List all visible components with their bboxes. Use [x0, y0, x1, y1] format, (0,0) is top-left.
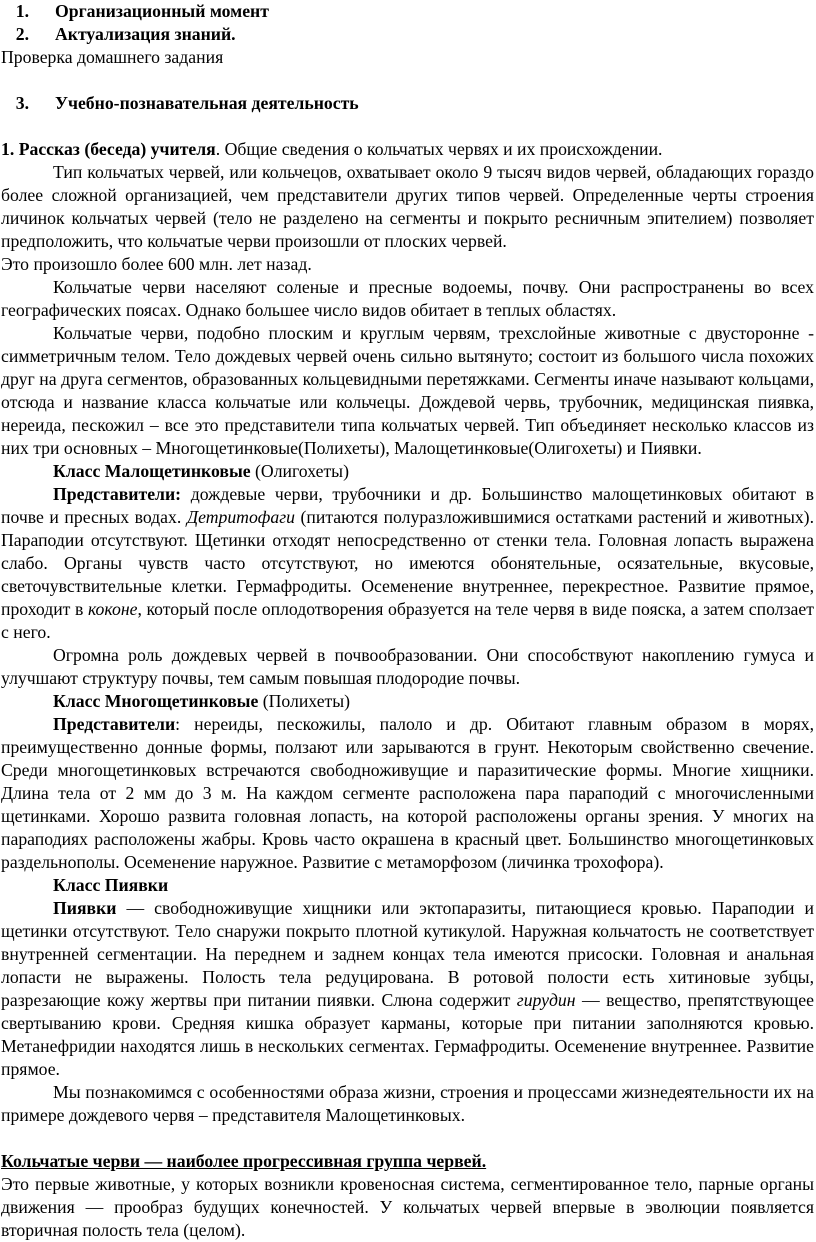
paragraph — [1, 897, 814, 1081]
list-number: 2. — [15, 24, 29, 44]
paragraph — [1, 713, 814, 874]
text-run: — свободноживущие хищники или эктопаразиты, питающиеся кровью. Параподии и щетинки отсутствуют. Тело снаружи покрыто плотной кутикулой. Наружная кольчатость не соответствует внутренней сегментации. На переднем и заднем концах тела имеются присоски. Головная и анальная лопасти не выражены. Полость тела редуцирована. В ротовой полости есть хитиновые зубцы, разрезающие кожу жертвы при питании пиявки. Слюна содержит — [1, 898, 814, 1010]
text-run: — вещество, препятствующее свертыванию крови. Средняя кишка образует карманы, которые при питании заполняются кровью. Метанефридии находятся лишь в нескольких сегментах. Гермафродиты. Осеменение внутреннее. Развитие прямое. — [1, 990, 814, 1079]
section-heading-rest: (Олигохеты) — [250, 461, 349, 481]
list-number: 1. — [15, 1, 29, 21]
paragraph: Тип кольчатых червей, или кольчецов, охватывает около 9 тысяч видов червей, обладающих гораздо более сложной организацией, чем представители других типов червей. Определенные черты строения личинок кольчатых червей (тело не разделено на сегменты и покрыто ресничным эпителием) позволяет предположить, что кольчатые черви произошли от плоских червей. — [1, 162, 814, 251]
section-heading-bold: Класс Многощетинковые — [53, 691, 259, 711]
paragraph: Кольчатые черви населяют соленые и пресные водоемы, почву. Они распространены во всех географических поясах. Однако большее число видов обитает в теплых областях. — [1, 277, 814, 320]
list-item — [1, 23, 814, 46]
italic-term: Детритофаги — [186, 507, 295, 527]
representatives-label: Представители — [53, 714, 176, 734]
section-heading-leeches — [1, 874, 814, 897]
underlined-heading: Кольчатые черви — наиболее прогрессивная группа червей. — [1, 1151, 487, 1171]
paragraph: Это произошло более 600 млн. лет назад. — [1, 254, 312, 274]
section-heading-bold: Класс Пиявки — [53, 875, 169, 895]
text-run: , который после оплодотворения образуется на теле червя в виде пояска, а затем сползает с него. — [1, 599, 814, 642]
section-heading-oligochaeta — [1, 460, 814, 483]
paragraph: Огромна роль дождевых червей в почвообразовании. Они способствуют накоплению гумуса и улучшают структуру почвы, тем самым повышая плодородие почвы. — [1, 645, 814, 688]
list-item — [1, 0, 814, 23]
list-label: Актуализация знаний. — [55, 24, 236, 44]
story-heading-bold: 1. Рассказ (беседа) учителя — [1, 139, 216, 159]
section-heading-bold: Класс Малощетинковые — [53, 461, 251, 481]
story-heading-rest: . Общие сведения о кольчатых червях и их происхождении. — [215, 139, 663, 159]
text-run: дождевые черви, трубочники и др. Большинство малощетинковых обитают в почве и пресных водах. — [1, 484, 814, 527]
leech-label: Пиявки — [53, 898, 117, 918]
homework-line: Проверка домашнего задания — [1, 47, 224, 67]
italic-term: гирудин — [516, 990, 576, 1010]
section-heading-polychaeta — [1, 690, 814, 713]
story-heading — [1, 138, 814, 161]
representatives-label: Представители: — [53, 484, 182, 504]
paragraph: Мы познакомимся с особенностями образа жизни, строения и процессами жизнедеятельности их на примере дождевого червя – представителя Малощетинковых. — [1, 1082, 814, 1125]
text-run: (питаются полуразложившимися остатками растений и животных). Параподии отсутствуют. Щетинки отходят непосредственно от стенки тела. Головная лопасть выражена слабо. Органы чувств часто отсутствуют, но имеются обонятельные, осязательные, вкусовые, светочувствительные клетки. Гермафродиты. Осеменение внутреннее, перекрестное. Развитие прямое, проходит в — [1, 507, 814, 619]
paragraph: Кольчатые черви, подобно плоским и круглым червям, трехслойные животные с двусторонне - симметричным телом. Тело дождевых червей очень сильно вытянуто; состоит из большого числа похожих друг на друга сегментов, образованных кольцевидными перетяжками. Сегменты иначе называют кольцами, отсюда и название класса кольчатые или кольчецы. Дождевой червь, трубочник, медицинская пиявка, нереида, пескожил – все это представители типа кольчатых червей. Тип объединяет несколько классов из них три основных – Многощетинковые(Полихеты), Малощетинковые(Олигохеты) и Пиявки. — [1, 323, 814, 458]
lesson-plan-list — [1, 0, 814, 46]
paragraph — [1, 483, 814, 644]
list-label: Учебно-познавательная деятельность — [55, 93, 359, 113]
paragraph: Это первые животные, у которых возникли кровеносная система, сегментированное тело, парные органы движения — прообраз будущих конечностей. У кольчатых червей впервые в эволюции появляется вторичная полость тела (целом). — [1, 1174, 814, 1240]
section-heading-rest: (Полихеты) — [258, 691, 351, 711]
list-item — [1, 92, 814, 115]
list-number: 3. — [15, 93, 29, 113]
list-label: Организационный момент — [55, 1, 269, 21]
italic-term: коконе — [87, 599, 138, 619]
text-run: : нереиды, пескожилы, палоло и др. Обитают главным образом в морях, преимущественно донные формы, ползают или зарываются в грунт. Некоторым свойственно свечение. Среди многощетинковых встречаются свободноживущие и паразитические формы. Многие хищники. Длина тела от 2 мм до 3 м. На каждом сегменте расположена пара параподий с многочисленными щетинками. Хорошо развита головная лопасть, на которой расположены органы зрения. У многих на параподиях расположены жабры. Кровь часто окрашена в красный цвет. Большинство многощетинковых раздельнополы. Осеменение наружное. Развитие с метаморфозом (личинка трохофора). — [1, 714, 814, 872]
progressive-heading — [1, 1150, 814, 1173]
